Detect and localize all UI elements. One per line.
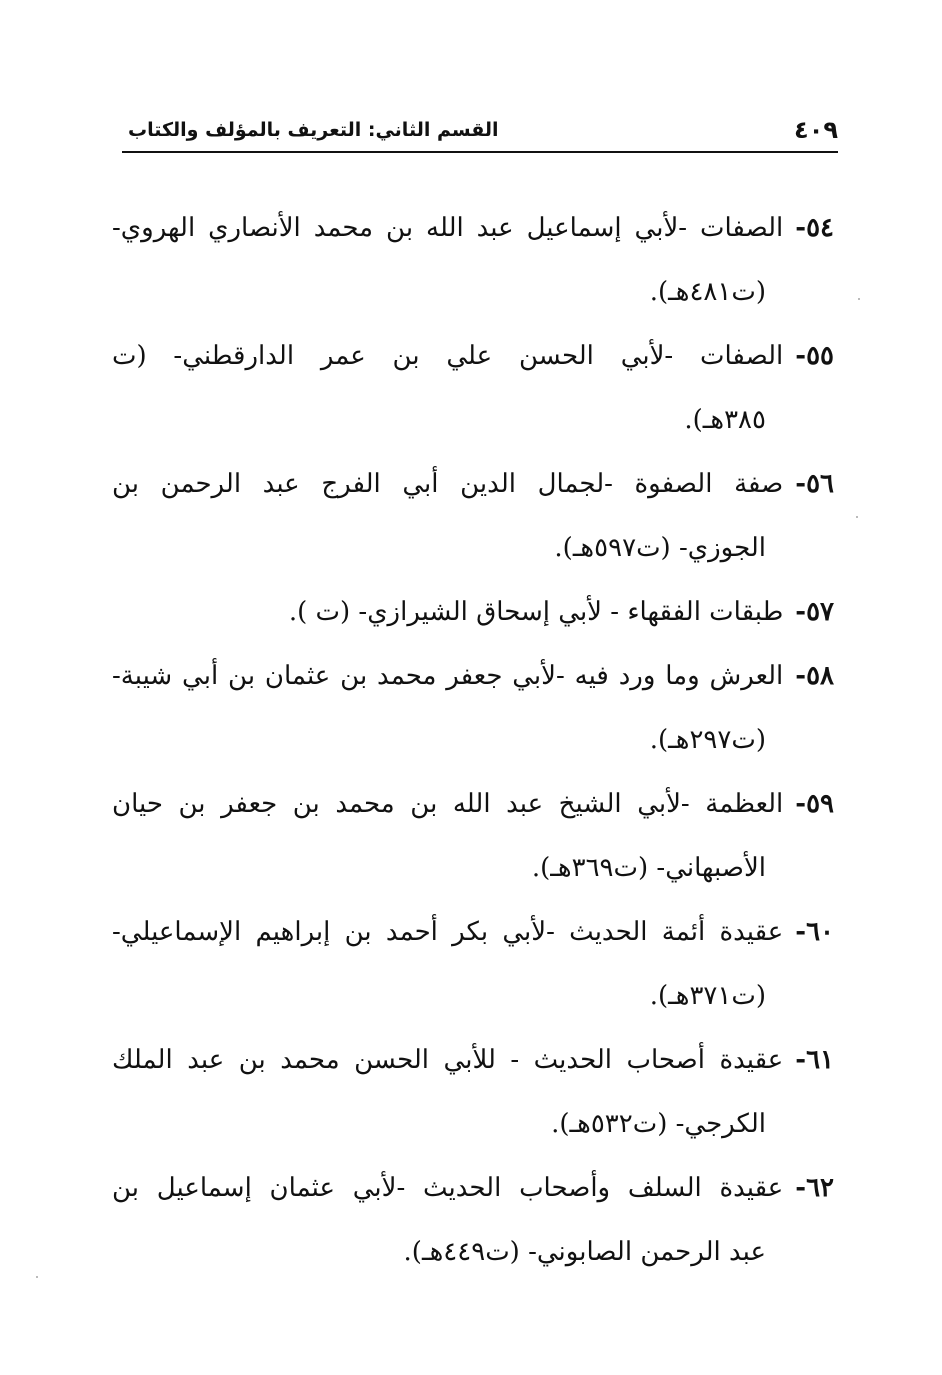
entry-continuation: عبد الرحمن الصابوني- (ت٤٤٩هـ). (403, 1237, 766, 1267)
entry-number: ٥٦- (795, 469, 834, 499)
entry-text: العرش وما ورد فيه -لأبي جعفر محمد بن عثمان بن أبي شيبة- (112, 661, 784, 691)
running-header (122, 112, 838, 148)
entry-number: ٦١- (795, 1045, 834, 1075)
entry-first-line (112, 452, 834, 516)
entry-number: ٥٨- (795, 661, 834, 691)
bibliography-list (112, 196, 834, 1284)
entry-text: طبقات الفقهاء - لأبي إسحاق الشيرازي- (ت ). (288, 597, 784, 627)
entry-continuation: ٣٨٥هـ). (684, 405, 766, 435)
bibliography-entry-60 (112, 900, 834, 1028)
entry-first-line (112, 324, 834, 388)
bibliography-entry-62 (112, 1156, 834, 1284)
entry-number: ٥٤- (795, 213, 834, 243)
header-rule (122, 151, 838, 153)
entry-text: عقيدة أئمة الحديث -لأبي بكر أحمد بن إبراهيم الإسماعيلي- (112, 917, 784, 947)
bibliography-entry-58 (112, 644, 834, 772)
entry-first-line (112, 1028, 834, 1092)
scan-speck (858, 298, 860, 300)
entry-text: صفة الصفوة -لجمال الدين أبي الفرج عبد الرحمن بن (112, 469, 784, 499)
scan-speck (856, 516, 858, 518)
entry-number: ٦٠- (795, 917, 834, 947)
entry-first-line (112, 900, 834, 964)
running-title: القسم الثاني: التعريف بالمؤلف والكتاب (128, 119, 499, 141)
scan-speck (36, 1276, 38, 1278)
bibliography-entry-56 (112, 452, 834, 580)
entry-first-line (112, 1156, 834, 1220)
bibliography-entry-61 (112, 1028, 834, 1156)
entry-number: ٦٢- (795, 1173, 834, 1203)
entry-text: عقيدة أصحاب الحديث - للأبي الحسن محمد بن عبد الملك (112, 1045, 784, 1075)
bibliography-entry-54 (112, 196, 834, 324)
entry-first-line (112, 580, 834, 644)
entry-continuation: الجوزي- (ت٥٩٧هـ). (554, 533, 766, 563)
entry-continuation: (ت٤٨١هـ). (649, 277, 766, 307)
entry-text: عقيدة السلف وأصحاب الحديث -لأبي عثمان إسماعيل بن (112, 1173, 784, 1203)
entry-continuation: الأصبهاني- (ت٣٦٩هـ). (531, 853, 766, 883)
entry-continuation: الكرجي- (ت٥٣٢هـ). (551, 1109, 766, 1139)
entry-first-line (112, 772, 834, 836)
page-number: ٤٠٩ (794, 116, 838, 144)
bibliography-entry-57 (112, 580, 834, 644)
entry-text: الصفات -لأبي الحسن علي بن عمر الدارقطني- (ت (112, 341, 784, 371)
entry-text: العظمة -لأبي الشيخ عبد الله بن محمد بن جعفر بن حيان (112, 789, 784, 819)
entry-continuation: (ت٢٩٧هـ). (649, 725, 766, 755)
entry-continuation: (ت٣٧١هـ). (649, 981, 766, 1011)
entry-number: ٥٧- (795, 597, 834, 627)
entry-text: الصفات -لأبي إسماعيل عبد الله بن محمد الأنصاري الهروي- (112, 213, 784, 243)
bibliography-entry-59 (112, 772, 834, 900)
entry-first-line (112, 644, 834, 708)
entry-number: ٥٥- (795, 341, 834, 371)
bibliography-entry-55 (112, 324, 834, 452)
entry-first-line (112, 196, 834, 260)
entry-number: ٥٩- (795, 789, 834, 819)
